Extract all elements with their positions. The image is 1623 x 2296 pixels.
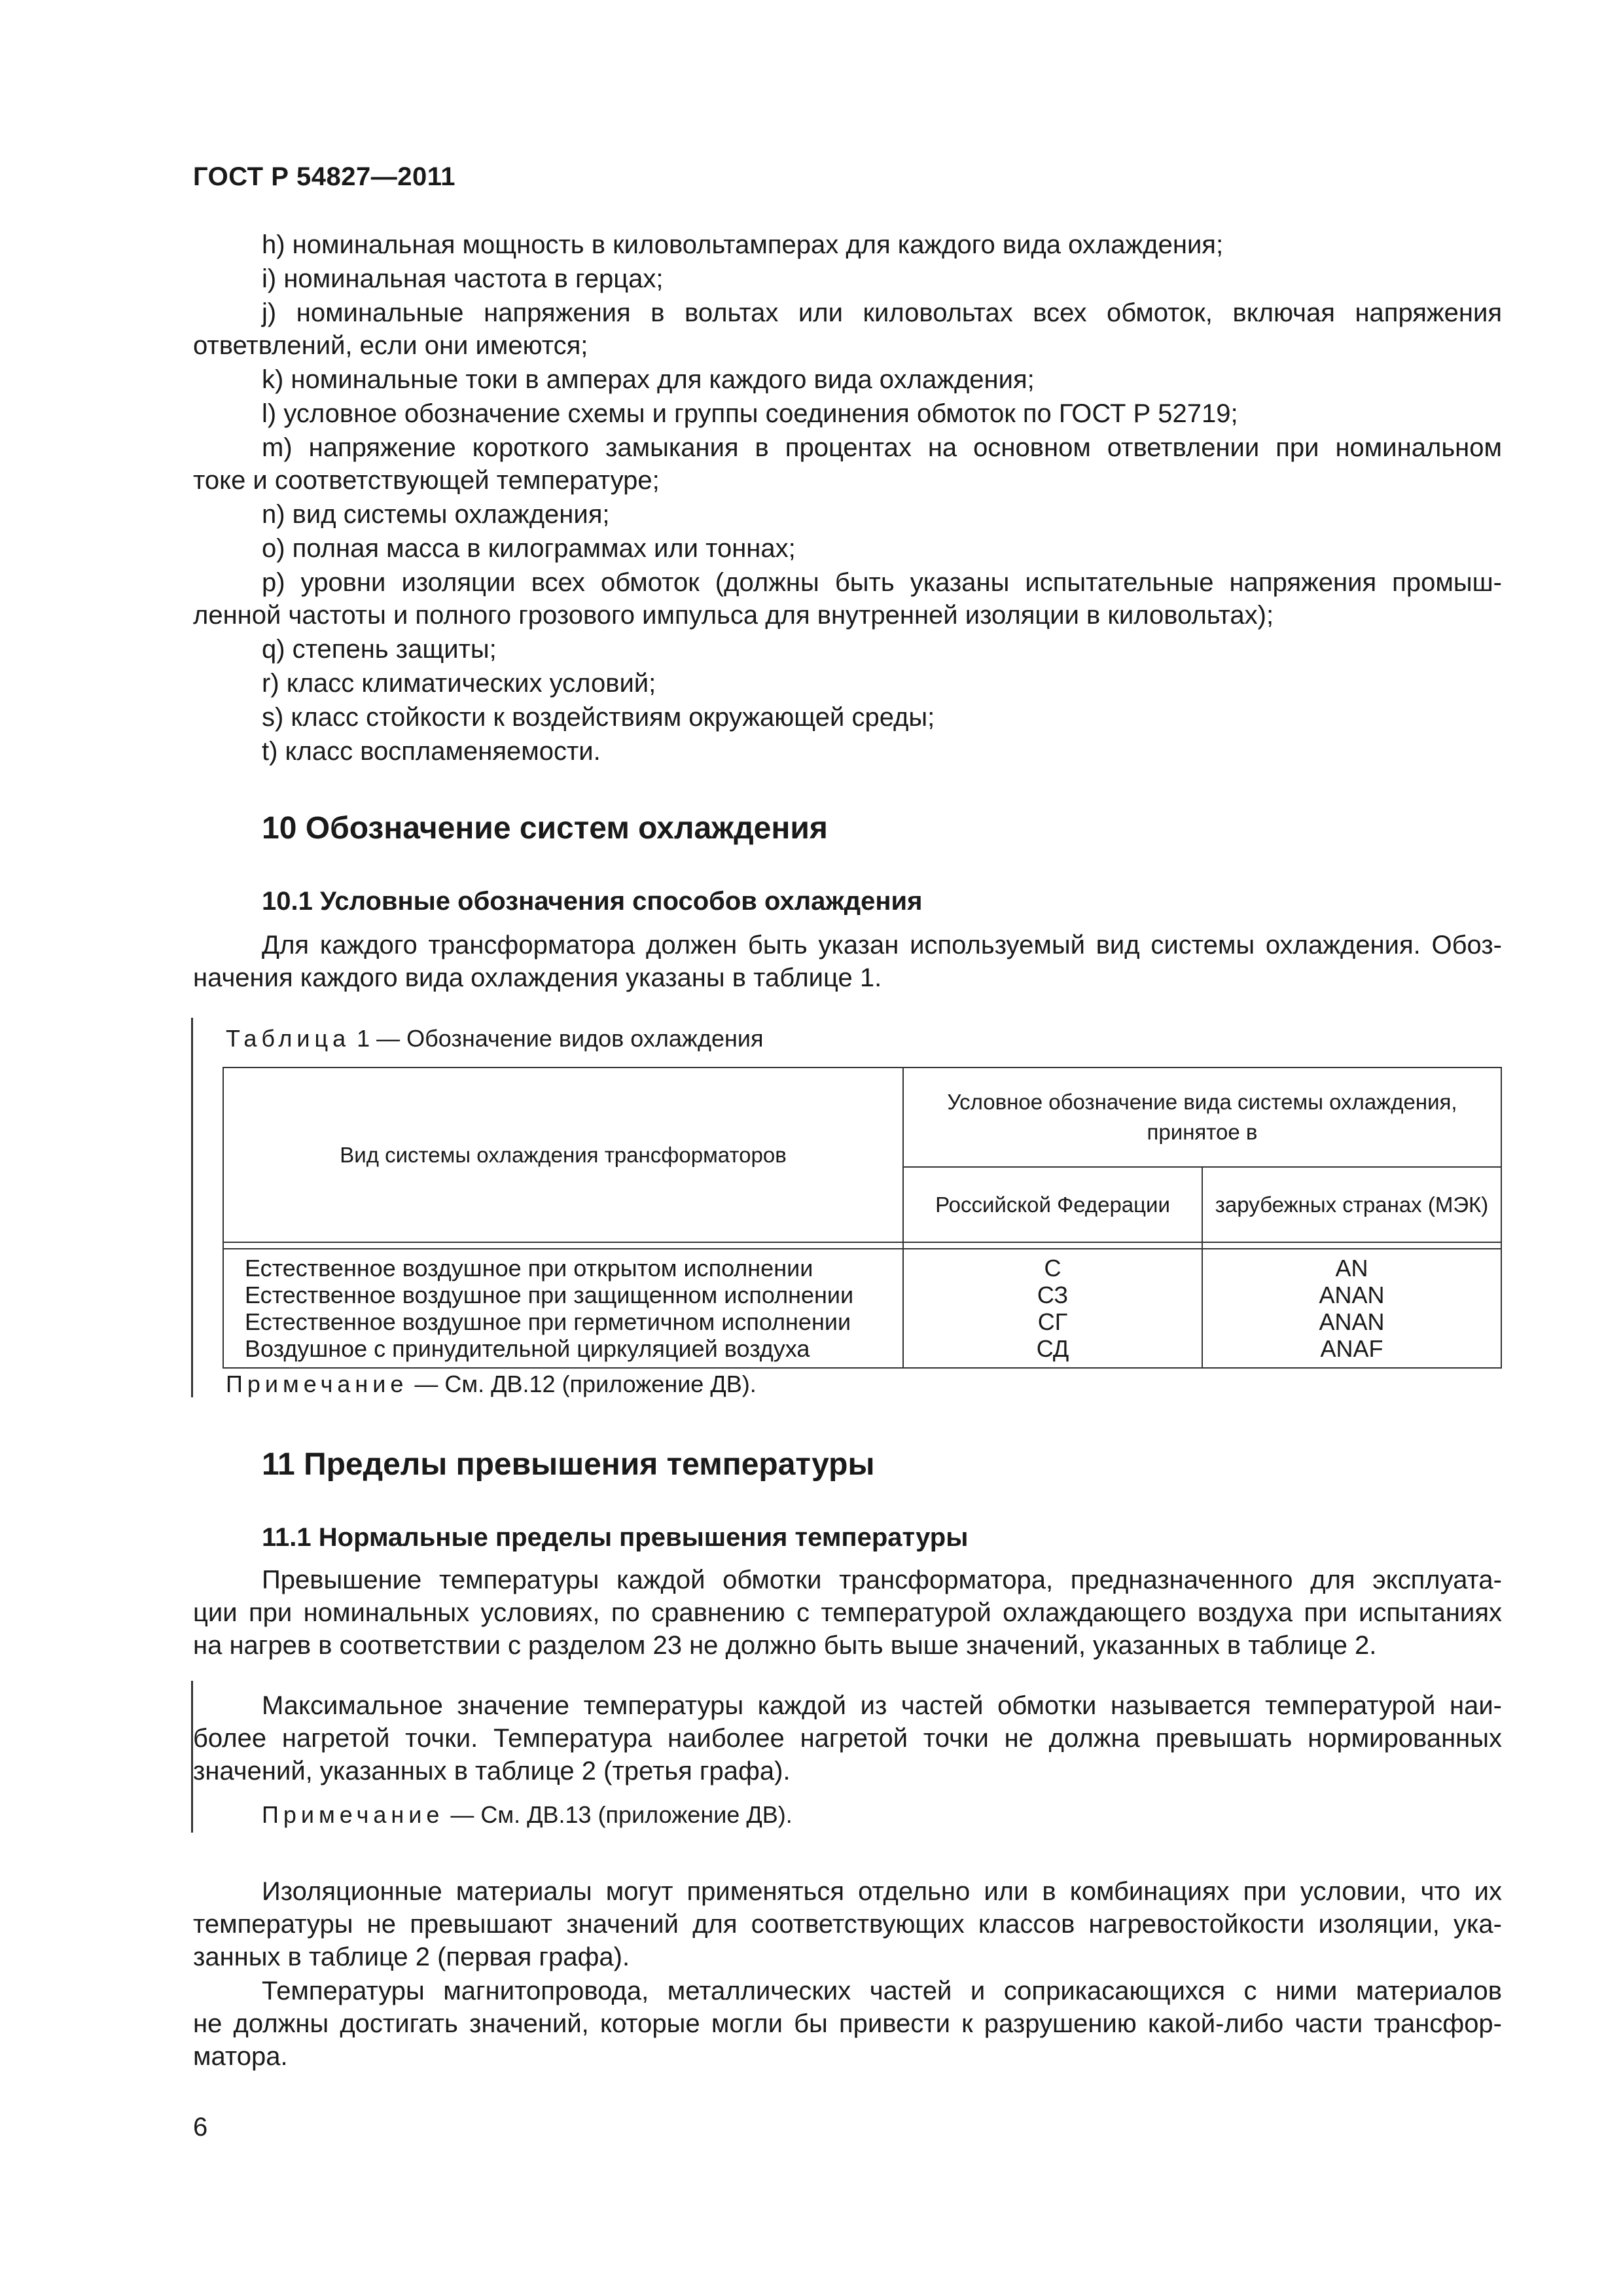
table-1-cell: С — [1044, 1255, 1061, 1282]
section-11-1-para4-line2: не должны достигать значений, которые могли бы привести к разрушению какой-либо части трансфор- — [193, 2009, 1502, 2038]
section-10-1-paragraph-line1: Для каждого трансформатора должен быть указан используемый вид системы охлаждения. Обоз- — [262, 931, 1502, 960]
list-item-p-line2: ленной частоты и полного грозового импульса для внутренней изоляции в киловольтах); — [193, 601, 1274, 630]
table-1-header-designation-line2: принятое в — [1147, 1120, 1258, 1145]
section-11-1-para4-line1: Температуры магнитопровода, металлических частей и соприкасающихся с ними материалов — [262, 1977, 1502, 2005]
table-1-cell: Воздушное с принудительной циркуляцией воздуха — [245, 1335, 810, 1362]
table-1-header-iec: зарубежных странах (МЭК) — [1202, 1167, 1501, 1242]
table-1-cell: Естественное воздушное при защищенном исполнении — [245, 1282, 854, 1308]
table-1-cell: СЗ — [1037, 1282, 1069, 1308]
section-11-1-note-label: Примечание — [262, 1801, 444, 1828]
table-1-col-type — [223, 1249, 903, 1368]
table-1-cell: ANAN — [1319, 1308, 1385, 1335]
document-header: ГОСТ Р 54827—2011 — [193, 162, 455, 191]
table-1-header-type: Вид системы охлаждения трансформаторов — [223, 1067, 903, 1242]
list-item-s: s) класс стойкости к воздействиям окружающей среды; — [262, 703, 935, 732]
table-1-header-designation — [903, 1067, 1501, 1167]
table-1-cell: СД — [1036, 1335, 1069, 1362]
section-11-1-para4-line3: матора. — [193, 2042, 288, 2071]
list-item-n: n) вид системы охлаждения; — [262, 500, 610, 529]
list-item-m-line2: токе и соответствующей температуре; — [193, 466, 660, 495]
section-11-1-para1-line1: Превышение температуры каждой обмотки трансформатора, предназначенного для эксплуата- — [262, 1566, 1502, 1594]
section-10-1-heading: 10.1 Условные обозначения способов охлаждения — [262, 887, 923, 916]
list-item-o: o) полная масса в килограммах или тоннах; — [262, 534, 796, 563]
section-11-1-para2-line1: Максимальное значение температуры каждой из частей обмотки называется температурой наи- — [262, 1691, 1502, 1720]
section-11-1-para1-line3: на нагрев в соответствии с разделом 23 не должно быть выше значений, указанных в таблице 2. — [193, 1631, 1377, 1660]
section-11-1-para1-line2: ции при номинальных условиях, по сравнению с температурой охлаждающего воздуха при испытаниях — [193, 1598, 1502, 1627]
section-11-1-para2-line3: значений, указанных в таблице 2 (третья графа). — [193, 1757, 791, 1785]
section-11-1-note-text: — См. ДВ.13 (приложение ДВ). — [444, 1801, 793, 1828]
list-item-r: r) класс климатических условий; — [262, 669, 656, 698]
table-1-caption-text: 1 — Обозначение видов охлаждения — [350, 1025, 764, 1052]
table-1-col-iec — [1202, 1249, 1501, 1368]
section-10-1-paragraph-line2: начения каждого вида охлаждения указаны в таблице 1. — [193, 963, 882, 992]
table-1-note-text: — См. ДВ.12 (приложение ДВ). — [408, 1371, 757, 1397]
list-item-j-line1: j) номинальные напряжения в вольтах или киловольтах всех обмоток, включая напряжения — [262, 298, 1502, 327]
table-1-header-designation-line1: Условное обозначение вида системы охлаждения, — [947, 1090, 1457, 1115]
table-1-cell: СГ — [1037, 1308, 1068, 1335]
table-1 — [223, 1067, 1502, 1369]
list-item-t: t) класс воспламеняемости. — [262, 737, 601, 766]
table-1-note — [226, 1371, 757, 1398]
list-item-q: q) степень защиты; — [262, 635, 497, 664]
table-1-note-label: Примечание — [226, 1371, 408, 1397]
table-1-col-rf — [903, 1249, 1202, 1368]
table-1-header-rf: Российской Федерации — [903, 1167, 1202, 1242]
table-1-caption — [226, 1025, 763, 1052]
section-11-1-para3-line1: Изоляционные материалы могут применяться отдельно или в комбинациях при условии, что их — [262, 1877, 1502, 1906]
section-11-1-para3-line3: занных в таблице 2 (первая графа). — [193, 1943, 630, 1971]
list-item-h: h) номинальная мощность в киловольтамперах для каждого вида охлаждения; — [262, 230, 1224, 259]
table-1-cell: ANAN — [1319, 1282, 1385, 1308]
section-11-1-para2-line2: более нагретой точки. Температура наиболее нагретой точки не должна превышать нормированных — [193, 1724, 1502, 1753]
list-item-i: i) номинальная частота в герцах; — [262, 264, 664, 293]
table-1-cell: ANAF — [1320, 1335, 1383, 1362]
page-number: 6 — [193, 2113, 208, 2142]
section-11-1-note — [262, 1801, 793, 1829]
section-11-heading: 11 Пределы превышения температуры — [262, 1447, 875, 1482]
section-11-1-para3-line2: температуры не превышают значений для соответствующих классов нагревостойкости изоляции, ука- — [193, 1910, 1502, 1939]
table-1-cell: Естественное воздушное при герметичном исполнении — [245, 1308, 851, 1335]
change-bar — [191, 1018, 193, 1397]
list-item-m-line1: m) напряжение короткого замыкания в процентах на основном ответвлении при номинальном — [262, 433, 1502, 462]
table-1-cell: AN — [1335, 1255, 1368, 1282]
list-item-l: l) условное обозначение схемы и группы соединения обмоток по ГОСТ Р 52719; — [262, 399, 1238, 428]
table-1-caption-label: Таблица — [226, 1025, 351, 1052]
list-item-k: k) номинальные токи в амперах для каждого вида охлаждения; — [262, 365, 1035, 394]
section-10-heading: 10 Обозначение систем охлаждения — [262, 811, 828, 846]
table-1-body — [223, 1249, 1501, 1368]
list-item-p-line1: p) уровни изоляции всех обмоток (должны быть указаны испытательные напряжения промыш- — [262, 568, 1502, 597]
table-1-cell: Естественное воздушное при открытом исполнении — [245, 1255, 813, 1282]
section-11-1-heading: 11.1 Нормальные пределы превышения температуры — [262, 1523, 969, 1552]
list-item-j-line2: ответвлений, если они имеются; — [193, 331, 588, 360]
